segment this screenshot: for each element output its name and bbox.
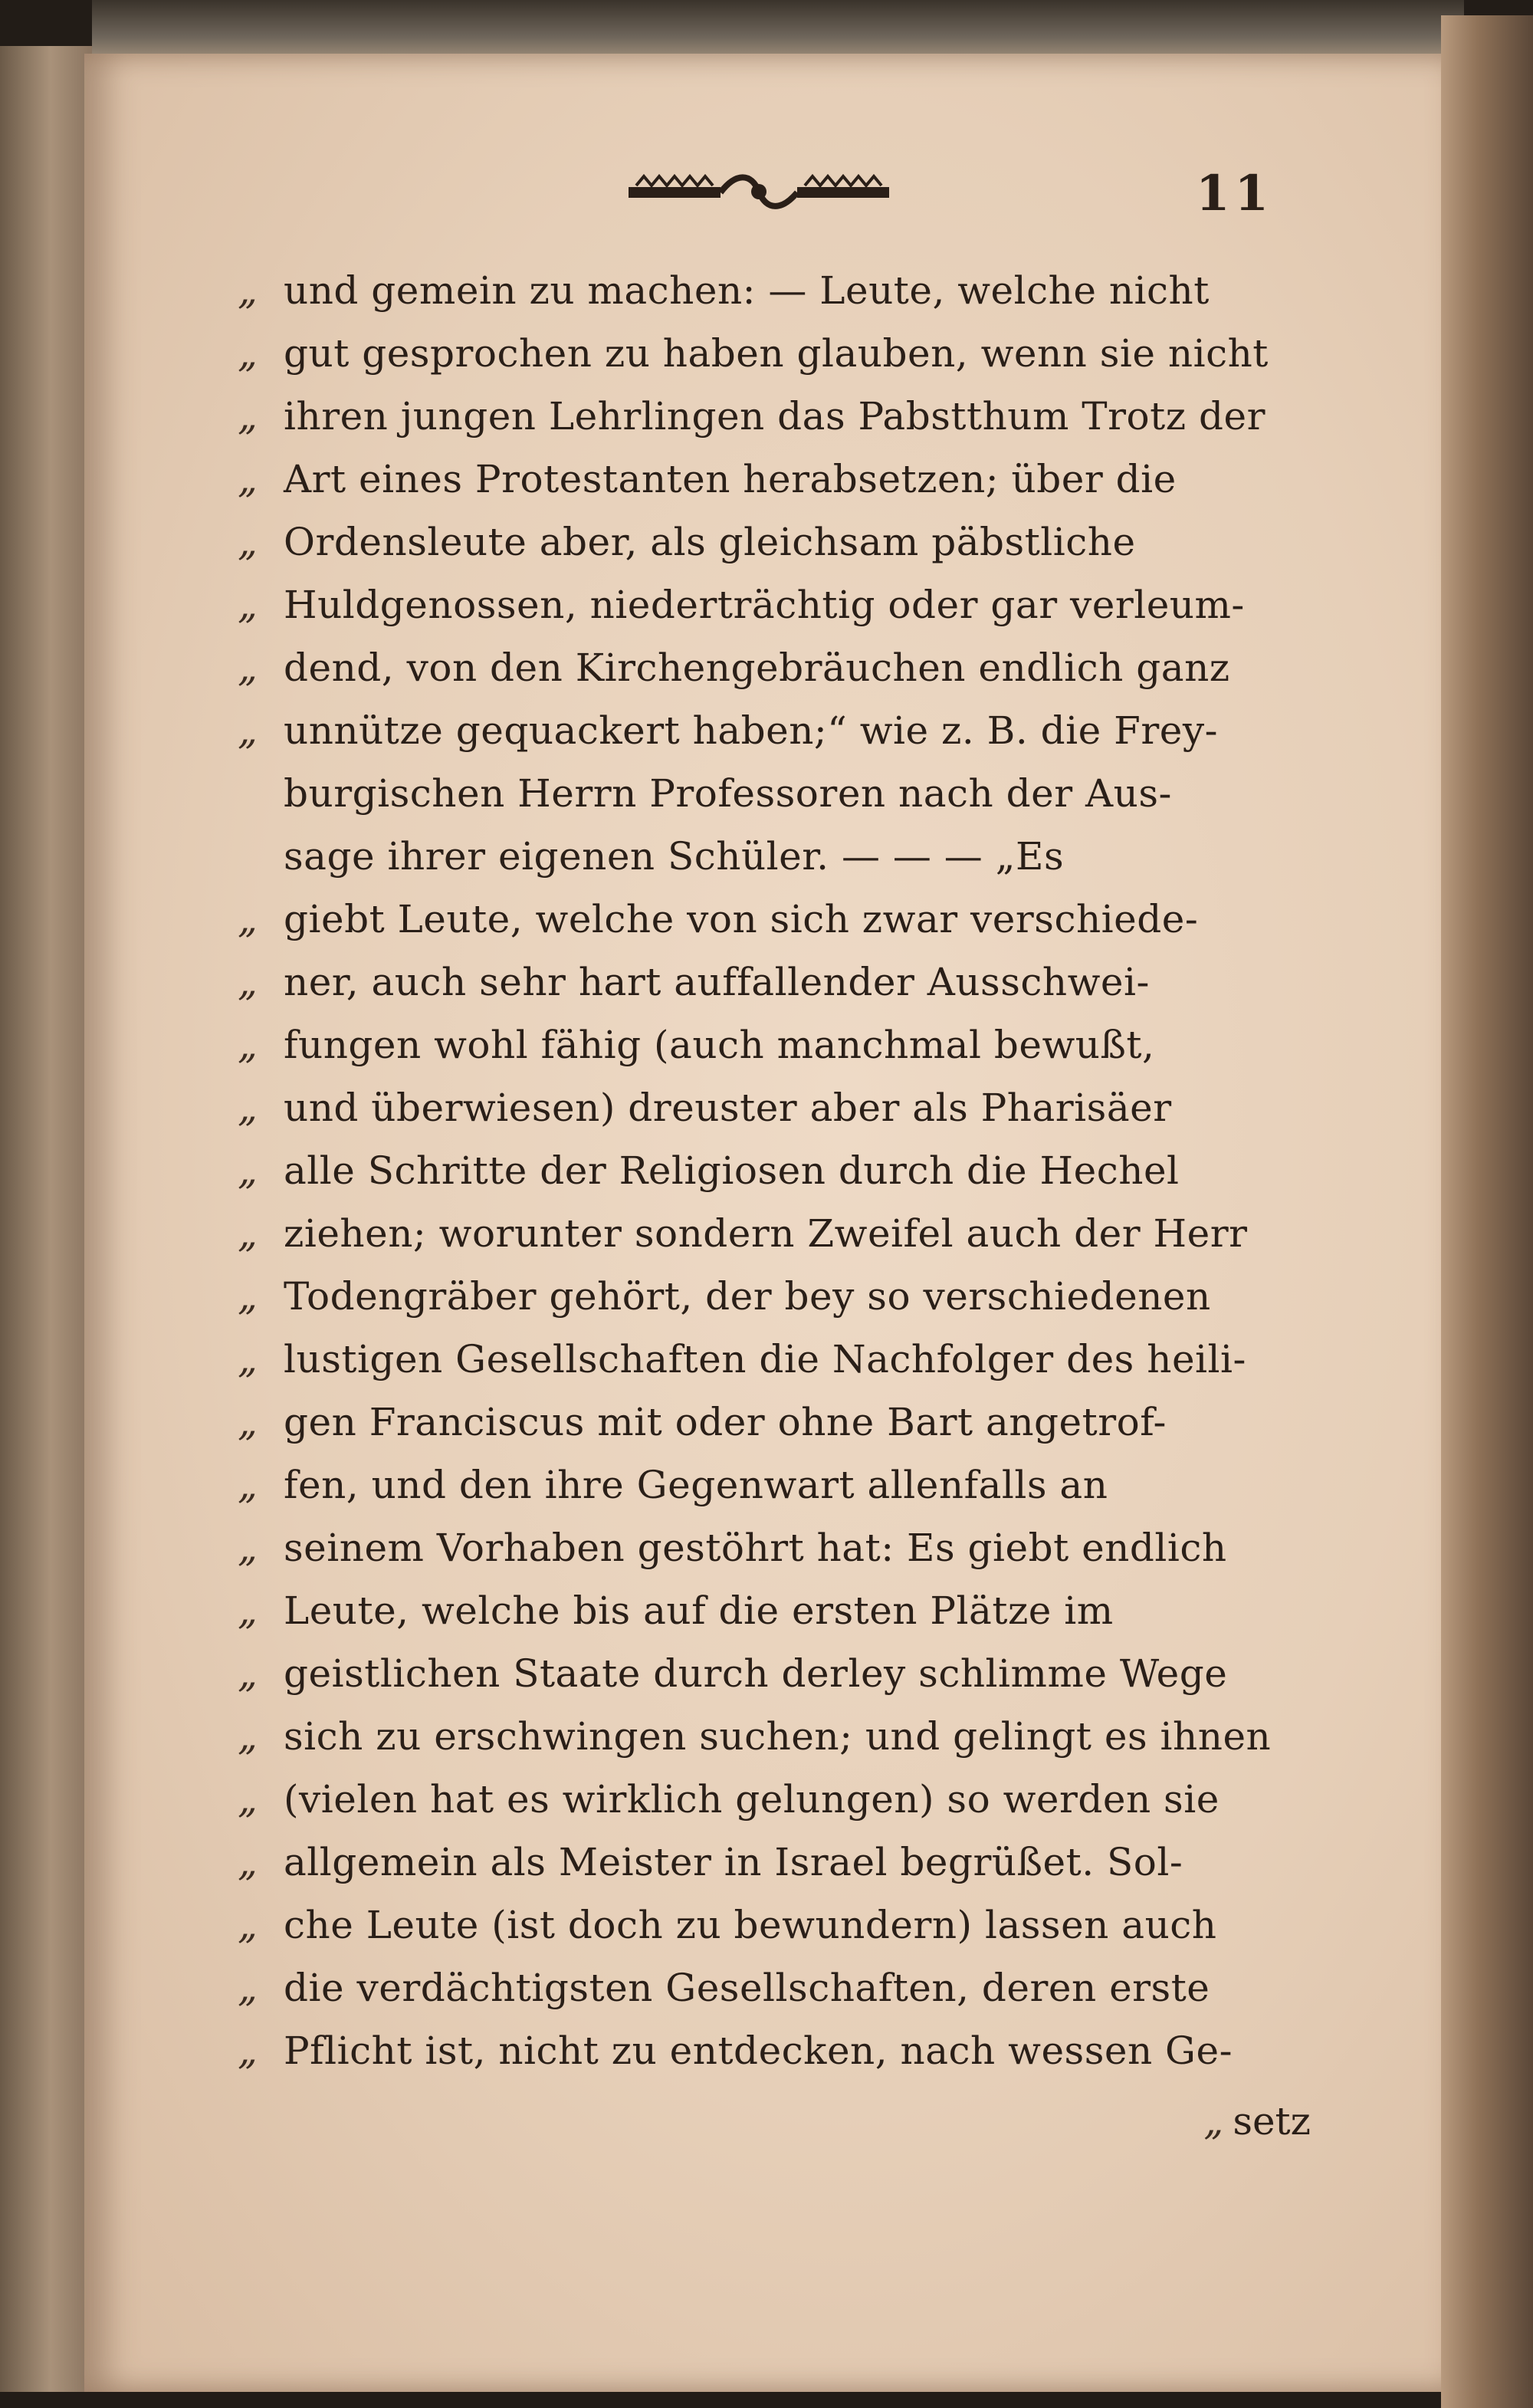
text-line	[238, 1526, 1311, 1588]
quote-mark: „	[238, 331, 258, 376]
line-text: Huldgenossen, niederträchtig oder gar verleum-	[284, 583, 1245, 627]
line-text: seinem Vorhaben gestöhrt hat: Es giebt endlich	[284, 1526, 1227, 1570]
quote-mark: „	[238, 2029, 258, 2073]
line-text: und gemein zu machen: — Leute, welche nicht	[284, 268, 1210, 313]
decorative-headpiece-icon	[629, 169, 889, 215]
text-line	[238, 646, 1311, 708]
text-line	[238, 268, 1311, 331]
quote-mark: „	[238, 1777, 258, 1822]
quote-mark: „	[238, 1526, 258, 1570]
text-line	[238, 394, 1311, 457]
text-line	[238, 583, 1311, 646]
line-text: burgischen Herrn Professoren nach der Aus-	[284, 771, 1172, 816]
text-line	[238, 960, 1311, 1023]
text-line	[238, 520, 1311, 583]
book-top-edge	[92, 0, 1464, 61]
quote-mark: „	[238, 394, 258, 439]
text-line	[238, 457, 1311, 520]
text-line	[238, 1086, 1311, 1148]
catchword-text: setz	[1233, 2099, 1311, 2144]
line-text: die verdächtigsten Gesellschaften, deren erste	[284, 1966, 1210, 2010]
line-text: lustigen Gesellschaften die Nachfolger des heili-	[284, 1337, 1246, 1381]
page-fore-edge	[1441, 15, 1533, 2408]
line-text: fungen wohl fähig (auch manchmal bewußt,	[284, 1023, 1155, 1067]
quote-mark: „	[1203, 2099, 1224, 2144]
text-line	[238, 834, 1311, 897]
text-line	[238, 1463, 1311, 1526]
text-line	[238, 1148, 1311, 1211]
text-line	[238, 1903, 1311, 1966]
quote-mark: „	[238, 1651, 258, 1696]
quote-mark: „	[238, 708, 258, 753]
quote-mark: „	[238, 1337, 258, 1381]
quote-mark: „	[238, 1400, 258, 1444]
quote-mark: „	[238, 1086, 258, 1130]
line-text: ner, auch sehr hart auffallender Ausschwei-	[284, 960, 1150, 1004]
line-text: gen Franciscus mit oder ohne Bart angetrof-	[284, 1400, 1167, 1444]
line-text: Todengräber gehört, der bey so verschiedenen	[284, 1274, 1211, 1319]
line-text: sich zu erschwingen suchen; und gelingt es ihnen	[284, 1714, 1272, 1759]
line-text: Ordensleute aber, als gleichsam päbstliche	[284, 520, 1136, 564]
line-text: und überwiesen) dreuster aber als Pharisäer	[284, 1086, 1172, 1130]
quote-mark: „	[238, 1211, 258, 1256]
line-text: ziehen; worunter sondern Zweifel auch der Herr	[284, 1211, 1248, 1256]
facing-page-edge	[0, 46, 92, 2392]
quote-mark: „	[238, 1840, 258, 1884]
quote-mark: „	[238, 1274, 258, 1319]
quote-mark: „	[238, 1463, 258, 1507]
text-line	[238, 1211, 1311, 1274]
quote-mark: „	[238, 1588, 258, 1633]
text-line	[238, 331, 1311, 394]
quote-mark: „	[238, 457, 258, 501]
text-line	[238, 1588, 1311, 1651]
line-text: Art eines Protestanten herabsetzen; über die	[284, 457, 1177, 501]
quote-mark: „	[238, 960, 258, 1004]
line-text: allgemein als Meister in Israel begrüßet. Sol-	[284, 1840, 1183, 1884]
line-text: dend, von den Kirchengebräuchen endlich ganz	[284, 646, 1230, 690]
quote-mark: „	[238, 520, 258, 564]
text-line	[238, 897, 1311, 960]
text-line	[238, 1337, 1311, 1400]
text-line	[238, 708, 1311, 771]
text-line	[238, 1714, 1311, 1777]
quote-mark: „	[238, 268, 258, 313]
text-line	[238, 1651, 1311, 1714]
text-line	[238, 1274, 1311, 1337]
quote-mark: „	[238, 583, 258, 627]
text-line	[238, 1966, 1311, 2029]
page-number: 11	[1196, 165, 1274, 222]
quote-mark: „	[238, 1714, 258, 1759]
text-line	[238, 2029, 1311, 2091]
line-text: giebt Leute, welche von sich zwar verschiede-	[284, 897, 1199, 941]
line-text: (vielen hat es wirklich gelungen) so werden sie	[284, 1777, 1220, 1822]
line-text: sage ihrer eigenen Schüler. — — — „Es	[284, 834, 1065, 879]
quote-mark: „	[238, 1966, 258, 2010]
body-text	[238, 268, 1311, 2162]
line-text: gut gesprochen zu haben glauben, wenn sie nicht	[284, 331, 1269, 376]
quote-mark: „	[238, 897, 258, 941]
text-line	[238, 1023, 1311, 1086]
text-line	[238, 771, 1311, 834]
quote-mark: „	[238, 1023, 258, 1067]
line-text: alle Schritte der Religiosen durch die Hechel	[284, 1148, 1180, 1193]
line-text: unnütze gequackert haben;“ wie z. B. die Frey-	[284, 708, 1218, 753]
quote-mark: „	[238, 646, 258, 690]
text-line	[238, 1400, 1311, 1463]
line-text: che Leute (ist doch zu bewundern) lassen auch	[284, 1903, 1217, 1947]
line-text: ihren jungen Lehrlingen das Pabstthum Trotz der	[284, 394, 1265, 439]
text-line	[238, 1777, 1311, 1840]
catchword	[238, 2099, 1311, 2162]
line-text: Leute, welche bis auf die ersten Plätze im	[284, 1588, 1114, 1633]
quote-mark: „	[238, 1148, 258, 1193]
line-text: fen, und den ihre Gegenwart allenfalls an	[284, 1463, 1108, 1507]
line-text: geistlichen Staate durch derley schlimme Wege	[284, 1651, 1228, 1696]
line-text: Pflicht ist, nicht zu entdecken, nach wessen Ge-	[284, 2029, 1233, 2073]
text-line	[238, 1840, 1311, 1903]
quote-mark: „	[238, 1903, 258, 1947]
